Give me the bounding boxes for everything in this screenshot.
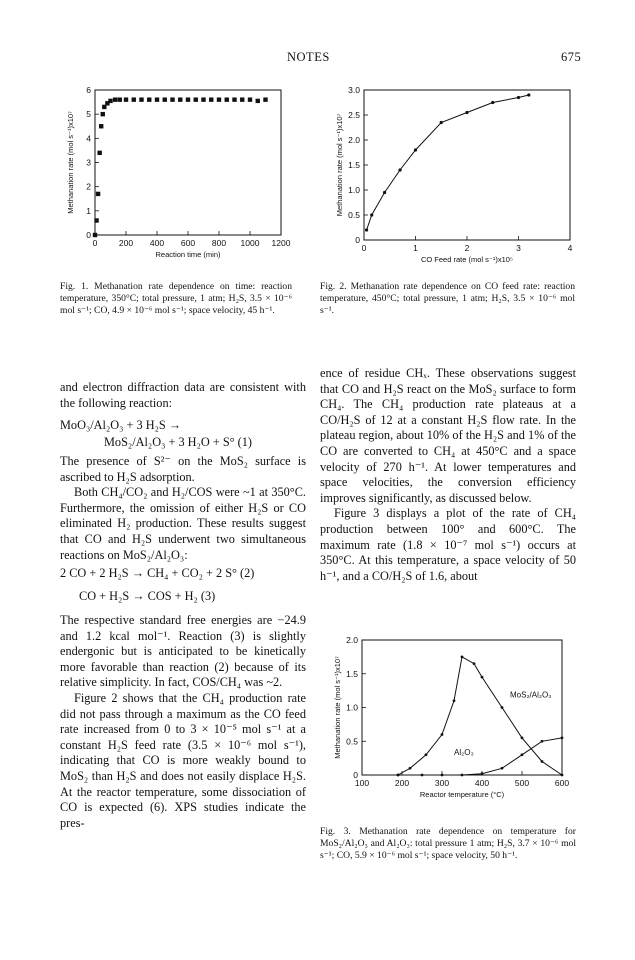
data-point — [248, 97, 252, 101]
figure-2-caption: Fig. 2. Methanation rate dependence on CO feed rate: reaction temperature, 450°C; total pressure, 1 atm; H₂S, 3.5 × 10⁻⁶ mol s⁻¹. — [320, 281, 575, 316]
y-tick-label: 0.5 — [348, 210, 360, 220]
data-point — [561, 736, 564, 739]
data-point — [97, 151, 101, 155]
left-paragraph-4: The respective standard free energies are −24.9 and 1.2 kcal mol⁻¹. Reaction (3) is slightly endergonic but is anticipated to be kinetically more favorable than reaction (2) because of its relative simplicity. In fact, COS/CH₄ was ~2. — [60, 613, 306, 690]
data-point — [139, 97, 143, 101]
data-point — [541, 760, 544, 763]
data-point — [441, 774, 444, 777]
data-point — [118, 97, 122, 101]
x-tick-label: 2 — [464, 243, 470, 253]
y-axis-label: Methanation rate (mol s⁻¹)x10⁷ — [66, 111, 75, 214]
data-point — [263, 97, 267, 101]
data-point — [178, 97, 182, 101]
equation-2: 2 CO + 2 H₂S → CH₄ + CO₂ + 2 S° (2) — [60, 566, 255, 580]
left-column-block-3 — [60, 613, 306, 831]
y-tick-label: 1.5 — [348, 160, 360, 170]
running-header: NOTES — [287, 50, 330, 64]
data-point — [527, 93, 530, 96]
x-tick-label: 600 — [554, 778, 570, 788]
data-point — [481, 772, 484, 775]
right-column — [320, 366, 576, 584]
data-point — [225, 97, 229, 101]
data-point — [398, 168, 401, 171]
x-tick-label: 200 — [394, 778, 410, 788]
data-point — [461, 774, 464, 777]
plot-frame — [95, 90, 281, 235]
data-point — [501, 706, 504, 709]
data-point — [383, 191, 386, 194]
left-paragraph-5: Figure 2 shows that the CH₄ production rate did not pass through a maximum as the CO feed rate increased from 0 to 3 × 10⁻⁵ mol s⁻¹ at a constant H₂S feed rate (3.5 × 10⁻⁶ mol s⁻¹), indicating that CO is more weakly bound to MoS₂ than H₂S and does not easily displace H₂S. At the reactor temperature, some dissociation of CO is expected (6). XPS studies indicate the pres- — [60, 690, 306, 830]
data-point — [186, 97, 190, 101]
data-point — [99, 124, 103, 128]
x-tick-label: 100 — [354, 778, 370, 788]
data-point — [232, 97, 236, 101]
x-tick-label: 800 — [211, 238, 227, 248]
y-tick-label: 0 — [86, 230, 91, 240]
y-axis-label: Methanation rate (mol s⁻¹)x10⁷ — [333, 656, 342, 759]
x-tick-label: 1200 — [271, 238, 291, 248]
data-point — [147, 97, 151, 101]
y-tick-label: 0 — [355, 235, 360, 245]
data-point — [108, 99, 112, 103]
left-column — [60, 380, 306, 411]
figure-1-chart — [55, 82, 295, 272]
x-tick-label: 400 — [474, 778, 490, 788]
data-point — [132, 97, 136, 101]
data-point — [465, 111, 468, 114]
data-point — [113, 97, 117, 101]
y-tick-label: 2.0 — [348, 135, 360, 145]
y-tick-label: 2.5 — [348, 110, 360, 120]
x-axis-label: CO Feed rate (mol s⁻¹)x10⁵ — [420, 255, 514, 264]
x-tick-label: 300 — [434, 778, 450, 788]
y-tick-label: 0.5 — [346, 736, 358, 747]
data-point — [541, 740, 544, 743]
equation-3: CO + H₂S → COS + H₂ (3) — [79, 589, 216, 603]
equation-1-line-2: MoS₂/Al₂O₃ + 3 H₂O + S° (1) — [104, 435, 252, 449]
x-tick-label: 0 — [361, 243, 367, 253]
data-point — [155, 97, 159, 101]
page-number: 675 — [561, 50, 582, 64]
x-tick-label: 400 — [149, 238, 165, 248]
y-tick-label: 3.0 — [348, 85, 360, 95]
x-axis-label: Reaction time (min) — [155, 250, 221, 259]
data-point — [94, 218, 98, 222]
figure-3-chart — [328, 628, 578, 818]
data-point — [453, 699, 456, 702]
y-tick-label: 3 — [86, 157, 91, 168]
data-point — [240, 97, 244, 101]
y-tick-label: 1.5 — [346, 668, 358, 679]
series-label: Al₂O₃ — [454, 747, 474, 757]
figure-1-caption: Fig. 1. Methanation rate dependence on time: reaction temperature, 350°C; total pressure, 1 atm; H₂S, 3.5 × 10⁻⁶ mol s⁻¹; CO, 4.9 × 10⁻⁶ mol s⁻¹; space velocity, 45 h⁻¹. — [60, 281, 292, 316]
data-point — [170, 97, 174, 101]
x-tick-label: 3 — [516, 243, 521, 253]
figure-2-chart — [330, 82, 575, 274]
data-point — [397, 774, 400, 777]
x-axis-label: Reactor temperature (°C) — [419, 790, 505, 799]
data-point — [101, 112, 105, 116]
y-tick-label: 1 — [86, 205, 91, 216]
x-tick-label: 1000 — [240, 238, 260, 248]
data-point — [521, 753, 524, 756]
data-point — [561, 774, 564, 777]
data-point — [461, 655, 464, 658]
data-point — [441, 733, 444, 736]
series-label: MoS₂/Al₂O₃ — [510, 690, 552, 700]
equation-1-line-1: MoO₃/Al₂O₃ + 3 H₂S → — [60, 418, 182, 432]
data-point — [365, 228, 368, 231]
right-paragraph-1: ence of residue CHₓ. These observations suggest that CO and H₂S react on the MoS₂ surface to form CH₄. The CH₄ production rate plateaus at a CO/H₂S of 12 at a constant H₂S flow rate. In the plateau region, about 10% of the H₂S and 1% of the CO are converted to CH₄ at 450°C and a space velocity of 270 h⁻¹. At lower temperatures and space velocities, the conversion efficiency improves significantly, as discussed below. — [320, 366, 576, 505]
x-tick-label: 1 — [413, 243, 418, 253]
data-point — [256, 99, 260, 103]
data-point — [521, 736, 524, 739]
data-point — [473, 662, 476, 665]
data-point — [409, 767, 412, 770]
x-tick-label: 0 — [92, 238, 98, 248]
data-point — [217, 97, 221, 101]
y-tick-label: 1.0 — [348, 185, 360, 195]
data-point — [194, 97, 198, 101]
series-line — [398, 657, 562, 775]
x-tick-label: 500 — [514, 778, 530, 788]
data-point — [491, 101, 494, 104]
data-point — [414, 148, 417, 151]
y-tick-label: 1.0 — [346, 702, 358, 713]
data-point — [163, 97, 167, 101]
y-tick-label: 5 — [86, 109, 91, 120]
data-point — [481, 676, 484, 679]
x-tick-label: 4 — [567, 243, 573, 253]
data-point — [209, 97, 213, 101]
data-point — [96, 192, 100, 196]
data-point — [425, 753, 428, 756]
data-point — [370, 213, 373, 216]
y-axis-label: Methanation rate (mol s⁻¹)x10⁷ — [335, 113, 344, 217]
data-point — [124, 97, 128, 101]
y-tick-label: 0 — [353, 770, 358, 780]
figure-3-caption: Fig. 3. Methanation rate dependence on temperature for MoS₂/Al₂O₃ and Al₂O₃: total pressure 1 atm; H₂S, 3.7 × 10⁻⁶ mol s⁻¹; CO, 5.9 × 10⁻⁶ mol s⁻¹; space velocity, 50 h⁻¹. — [320, 826, 576, 861]
series-line — [367, 95, 529, 230]
left-paragraph-2: The presence of S²⁻ on the MoS₂ surface is ascribed to H₂S adsorption. — [60, 454, 306, 484]
left-paragraph-1: and electron diffraction data are consistent with the following reaction: — [60, 380, 306, 410]
data-point — [440, 121, 443, 124]
left-paragraph-3: Both CH₄/CO₂ and H₂/COS were ~1 at 350°C. Furthermore, the omission of either H₂S or CO eliminated H₂ production. These results suggest that CO and H₂S underwent two simultaneous reactions on MoS₂/Al₂O₃: — [60, 485, 306, 562]
data-point — [517, 96, 520, 99]
y-tick-label: 6 — [86, 85, 91, 95]
data-point — [501, 767, 504, 770]
x-tick-label: 200 — [118, 238, 134, 248]
x-tick-label: 600 — [180, 238, 196, 248]
y-tick-label: 2 — [86, 181, 91, 192]
left-column-block-2 — [60, 454, 306, 563]
right-paragraph-2: Figure 3 displays a plot of the rate of CH₄ production between 100° and 600°C. The maximum rate (1.8 × 10⁻⁷ mol s⁻¹) occurs at 350°C. At this temperature, a space velocity of 50 h⁻¹, and a CO/H₂S of 1.6, about — [320, 506, 576, 583]
data-point — [93, 233, 97, 237]
data-point — [201, 97, 205, 101]
data-point — [421, 774, 424, 777]
y-tick-label: 2.0 — [346, 635, 358, 645]
y-tick-label: 4 — [86, 133, 91, 144]
